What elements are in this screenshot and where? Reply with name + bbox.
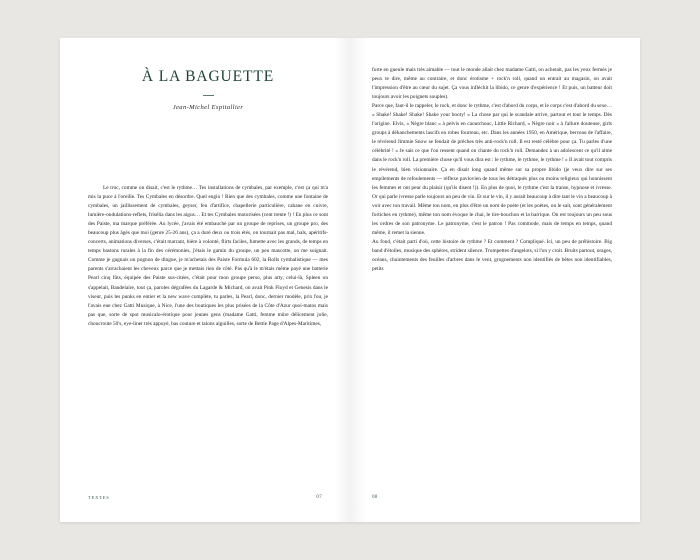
section-label: TEXTES: [88, 495, 110, 500]
right-page: [350, 38, 640, 522]
page-number: 07: [316, 495, 322, 500]
author-byline: Jean-Michel Espitallier: [172, 104, 244, 111]
body-paragraph: Parce que, faut-il le rappeler, le rock, et donc le rythme, c'est d'abord du corps, et le corps c'est d'abord du sexe… « Shake! Shake! Shake! Shake your booty! » La chose par qui le scandale arrive, partout et tout le temps. Dès l'origine. Elvis, « Nègre blanc » à pelvis en caoutchouc, Little Richard, « Nègre noir » à l'allure douteuse, girls groups à déhanchements lascifs en robes fourreau, etc. Dans les années 1950, en Amérique, berceau de l'affaire, le révérend Jimmie Snow se fendait de prêches très anti-rock'n roll. Il est resté célèbre pour ça. Tu parles d'une célébrité ! « Je sais ce que l'on ressent quand on chante du rock'n roll. Demandez à un adolescent ce qu'il aime dans le rock'n roll. La première chose qu'il vous dira est : le rythme, le rythme, le rythme ! » Il avait tout compris le révérend, bien visionnaire. Ça en disait long quand même sur sa propre libido (je veux dire sur ses empilements de refoulements — réflexe pavlovien de tous les détraqués plus ou moins religieux qui honnissent les femmes et ont peur du plaisir (qu'ils disent !)). En plus de quoi, le rythme c'est la transe, hypnose et ivresse. Or qui parle ivresse parle toujours un peu de vin. Et sur le vin, il y aurait beaucoup à dire tant le vin a beaucoup à voir avec ton travail. Même ton nom, en plus d'être un nom de poète (et les poètes, on le sait, sont généralement fortiches en rythme), même ton nom évoque le chai, le tire-bouchon et la barrique. On est toujours un peu sous les ordres de son patronyme. Le patronyme, c'est le patron ! Pas commode, mais de temps en temps, quand même, il remet la sienne.: [372, 103, 612, 236]
body-paragraph: forte en gueule mais très aimable — tout le monde allait chez madame Gatti, on achetait, pas les yeux fermés je peux te dire, même au contraire, et donc érotisme + rock'n roll, quand on entrait au magasin, on avait l'impression d'être au cœur du sujet. Ça vous infléchit la libido, ce genre d'expérience ! Et puis, un batteur doit toujours avoir les poignets souples).: [372, 67, 612, 101]
page-number: 08: [372, 495, 378, 500]
title-block: [88, 38, 328, 111]
left-page: [60, 38, 350, 522]
book-spread: [60, 38, 640, 522]
title-divider: [203, 95, 214, 96]
left-body-column: [88, 111, 328, 329]
page-title: À LA BAGUETTE: [141, 68, 275, 85]
right-body-column: [372, 38, 612, 274]
right-page-footer: [350, 495, 640, 500]
body-paragraph: Le truc, comme on disait, c'est le rythme… Tes installations de cymbales, par exemple, c'est ça qui m'a mis la puce à l'oreille. Tes Cymbales en désordre. Quel engin ! Rien que des cymbales, comme une fontaine de cymbales, un jaillissement de cymbales, geyser, feu d'artifice, chapellerie particulière, cabane en cuivre, lumière-ondulations-reflets, frisélia dans les aigus… Et tes Cymbales motorisées (cent trente !) ! En plus ce sont des Paiste, ma marque préférée. Au lycée, j'avais été embauché par un groupe de reprises, un groupe pro, des beaucoup plus âgés que moi (genre 25-26 ans), ça a duré deux ou trois étés, on tournait pas mal, bals, apéritifs-concerts, animations diverses, c'était marrant, bière à volonté, flirts faciles, fumette avec les grands, de temps en temps bastons rurales à la fin des cérémonies, j'étais le gamin du groupe, un peu mascotte, on me soignait. Comme je gagnais un pognon de dingue, je m'achetais des Paiste Formula 602, la Rolls cymbalistique — mes parents s'arrachaient les cheveux parce que je mettais rien de côté. Pas qu'à le m'étais même payé une batterie Pearl cinq fûts, équipée des Paiste sus-citées, c'était pour mon groupe perso, plus arty, celui-là, Spleen on s'appelait, Baudelaire, tout ça, paroles dégrafées du Lagarde & Michard, on avait Pink Floyd et Genesis dans le viseur, puis les punks en entier et la new wave complète, tu parles, la Pearl, donc, dernier modèle, prix fou, je l'avais eue chez Gatti Musique, à Nice, l'une des boutiques les plus prisées de la Côte d'Azur quoi-matos mais pas que, sorte de spot musicalo-érotique pour jeunes gens (madame Gatti, femme mûre délicement jolie, choucroute 50's, eye-liner très appuyé, bas couture et talons aiguilles, sorte de Bettie Page d'Alpes-Maritimes,: [88, 185, 328, 327]
body-paragraph: Au fond, c'était parti d'où, cette histoire de rythme ? Et comment ? Compliqué. Ici, un peu de préhistoire. Big band d'étoiles, musique des sphères, strident silence. Trompettes d'angelots, si l'on y croit. Bruits partout, orages, océans, chuintements des feuilles d'arbres dans le vent, grognements non identifiés de bêtes non identifiables, petits: [372, 238, 612, 273]
left-page-footer: [60, 495, 350, 500]
